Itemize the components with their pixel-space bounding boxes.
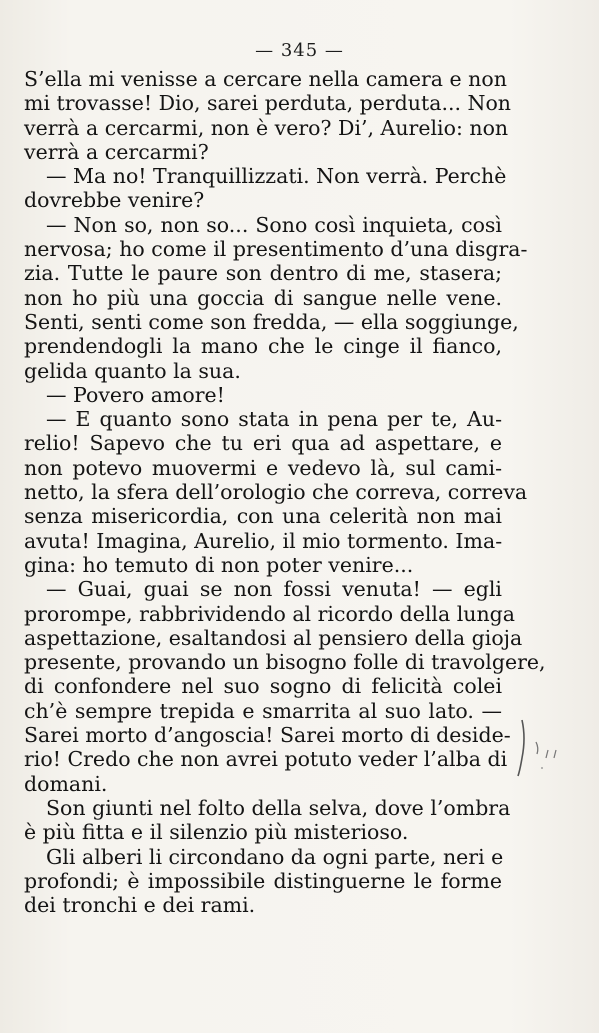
text-line: Gli alberi li circondano da ogni parte, neri e	[46, 844, 504, 869]
text-line: gelida quanto la sua.	[24, 358, 241, 383]
text-line: è più fitta e il silenzio più misterioso.	[24, 820, 409, 845]
text-line: verrà a cercarmi, non è vero? Di’, Aurelio: non	[24, 115, 509, 140]
text-line: verrà a cercarmi?	[24, 139, 209, 164]
text-line: Sarei morto d’angoscia! Sarei morto di deside-	[24, 723, 511, 748]
margin-pencil-mark	[512, 718, 562, 778]
text-line: non potevo muovermi e vedevo là, sul cami-	[24, 455, 502, 480]
text-line: domani.	[24, 771, 108, 796]
text-line: di confondere nel suo sogno di felicità colei	[24, 674, 502, 699]
text-line: prendendogli la mano che le cinge il fianco,	[24, 334, 502, 359]
text-line: dovrebbe venire?	[24, 188, 205, 213]
text-line: mi trovasse! Dio, sarei perduta, perduta... Non	[24, 91, 511, 116]
text-line: avuta! Imagina, Aurelio, il mio tormento. Ima-	[24, 528, 503, 553]
text-line: gina: ho temuto di non poter venire...	[24, 552, 414, 577]
text-line: relio! Sapevo che tu eri qua ad aspettare, e	[24, 431, 502, 456]
text-line: netto, la sfera dell’orologio che correva, correva	[24, 480, 528, 505]
text-line: dei tronchi e dei rami.	[24, 893, 256, 918]
text-line: senza misericordia, con una celerità non mai	[24, 504, 502, 529]
text-line: rio! Credo che non avrei potuto veder l’alba di	[24, 747, 508, 772]
text-line: zia. Tutte le paure son dentro di me, stasera;	[24, 261, 502, 286]
text-line: — Guai, guai se non fossi venuta! — egli	[46, 577, 502, 602]
text-line: prorompe, rabbrividendo al ricordo della lunga	[24, 601, 515, 626]
text-line: — Povero amore!	[46, 382, 225, 407]
text-line: — Ma no! Tranquillizzati. Non verrà. Perchè	[46, 164, 507, 189]
text-line: — E quanto sono stata in pena per te, Au-	[46, 407, 502, 432]
text-line: profondi; è impossibile distinguerne le forme	[24, 868, 502, 893]
text-line: nervosa; ho come il presentimento d’una disgra-	[24, 237, 528, 262]
text-line: Son giunti nel folto della selva, dove l’ombra	[46, 795, 511, 820]
text-line: presente, provando un bisogno folle di travolgere,	[24, 650, 546, 675]
page-body-text	[24, 67, 546, 918]
text-line: — Non so, non so... Sono così inquieta, così	[46, 212, 502, 237]
text-line: ch’è sempre trepida e smarrita al suo lato. —	[24, 698, 502, 723]
text-line: aspettazione, esaltandosi al pensiero della gioja	[24, 625, 523, 650]
page-number: — 345 —	[255, 40, 344, 61]
text-line: Senti, senti come son fredda, — ella soggiunge,	[24, 309, 519, 334]
text-line: S’ella mi venisse a cercare nella camera e non	[24, 67, 507, 91]
text-line: non ho più una goccia di sangue nelle vene.	[24, 285, 502, 310]
